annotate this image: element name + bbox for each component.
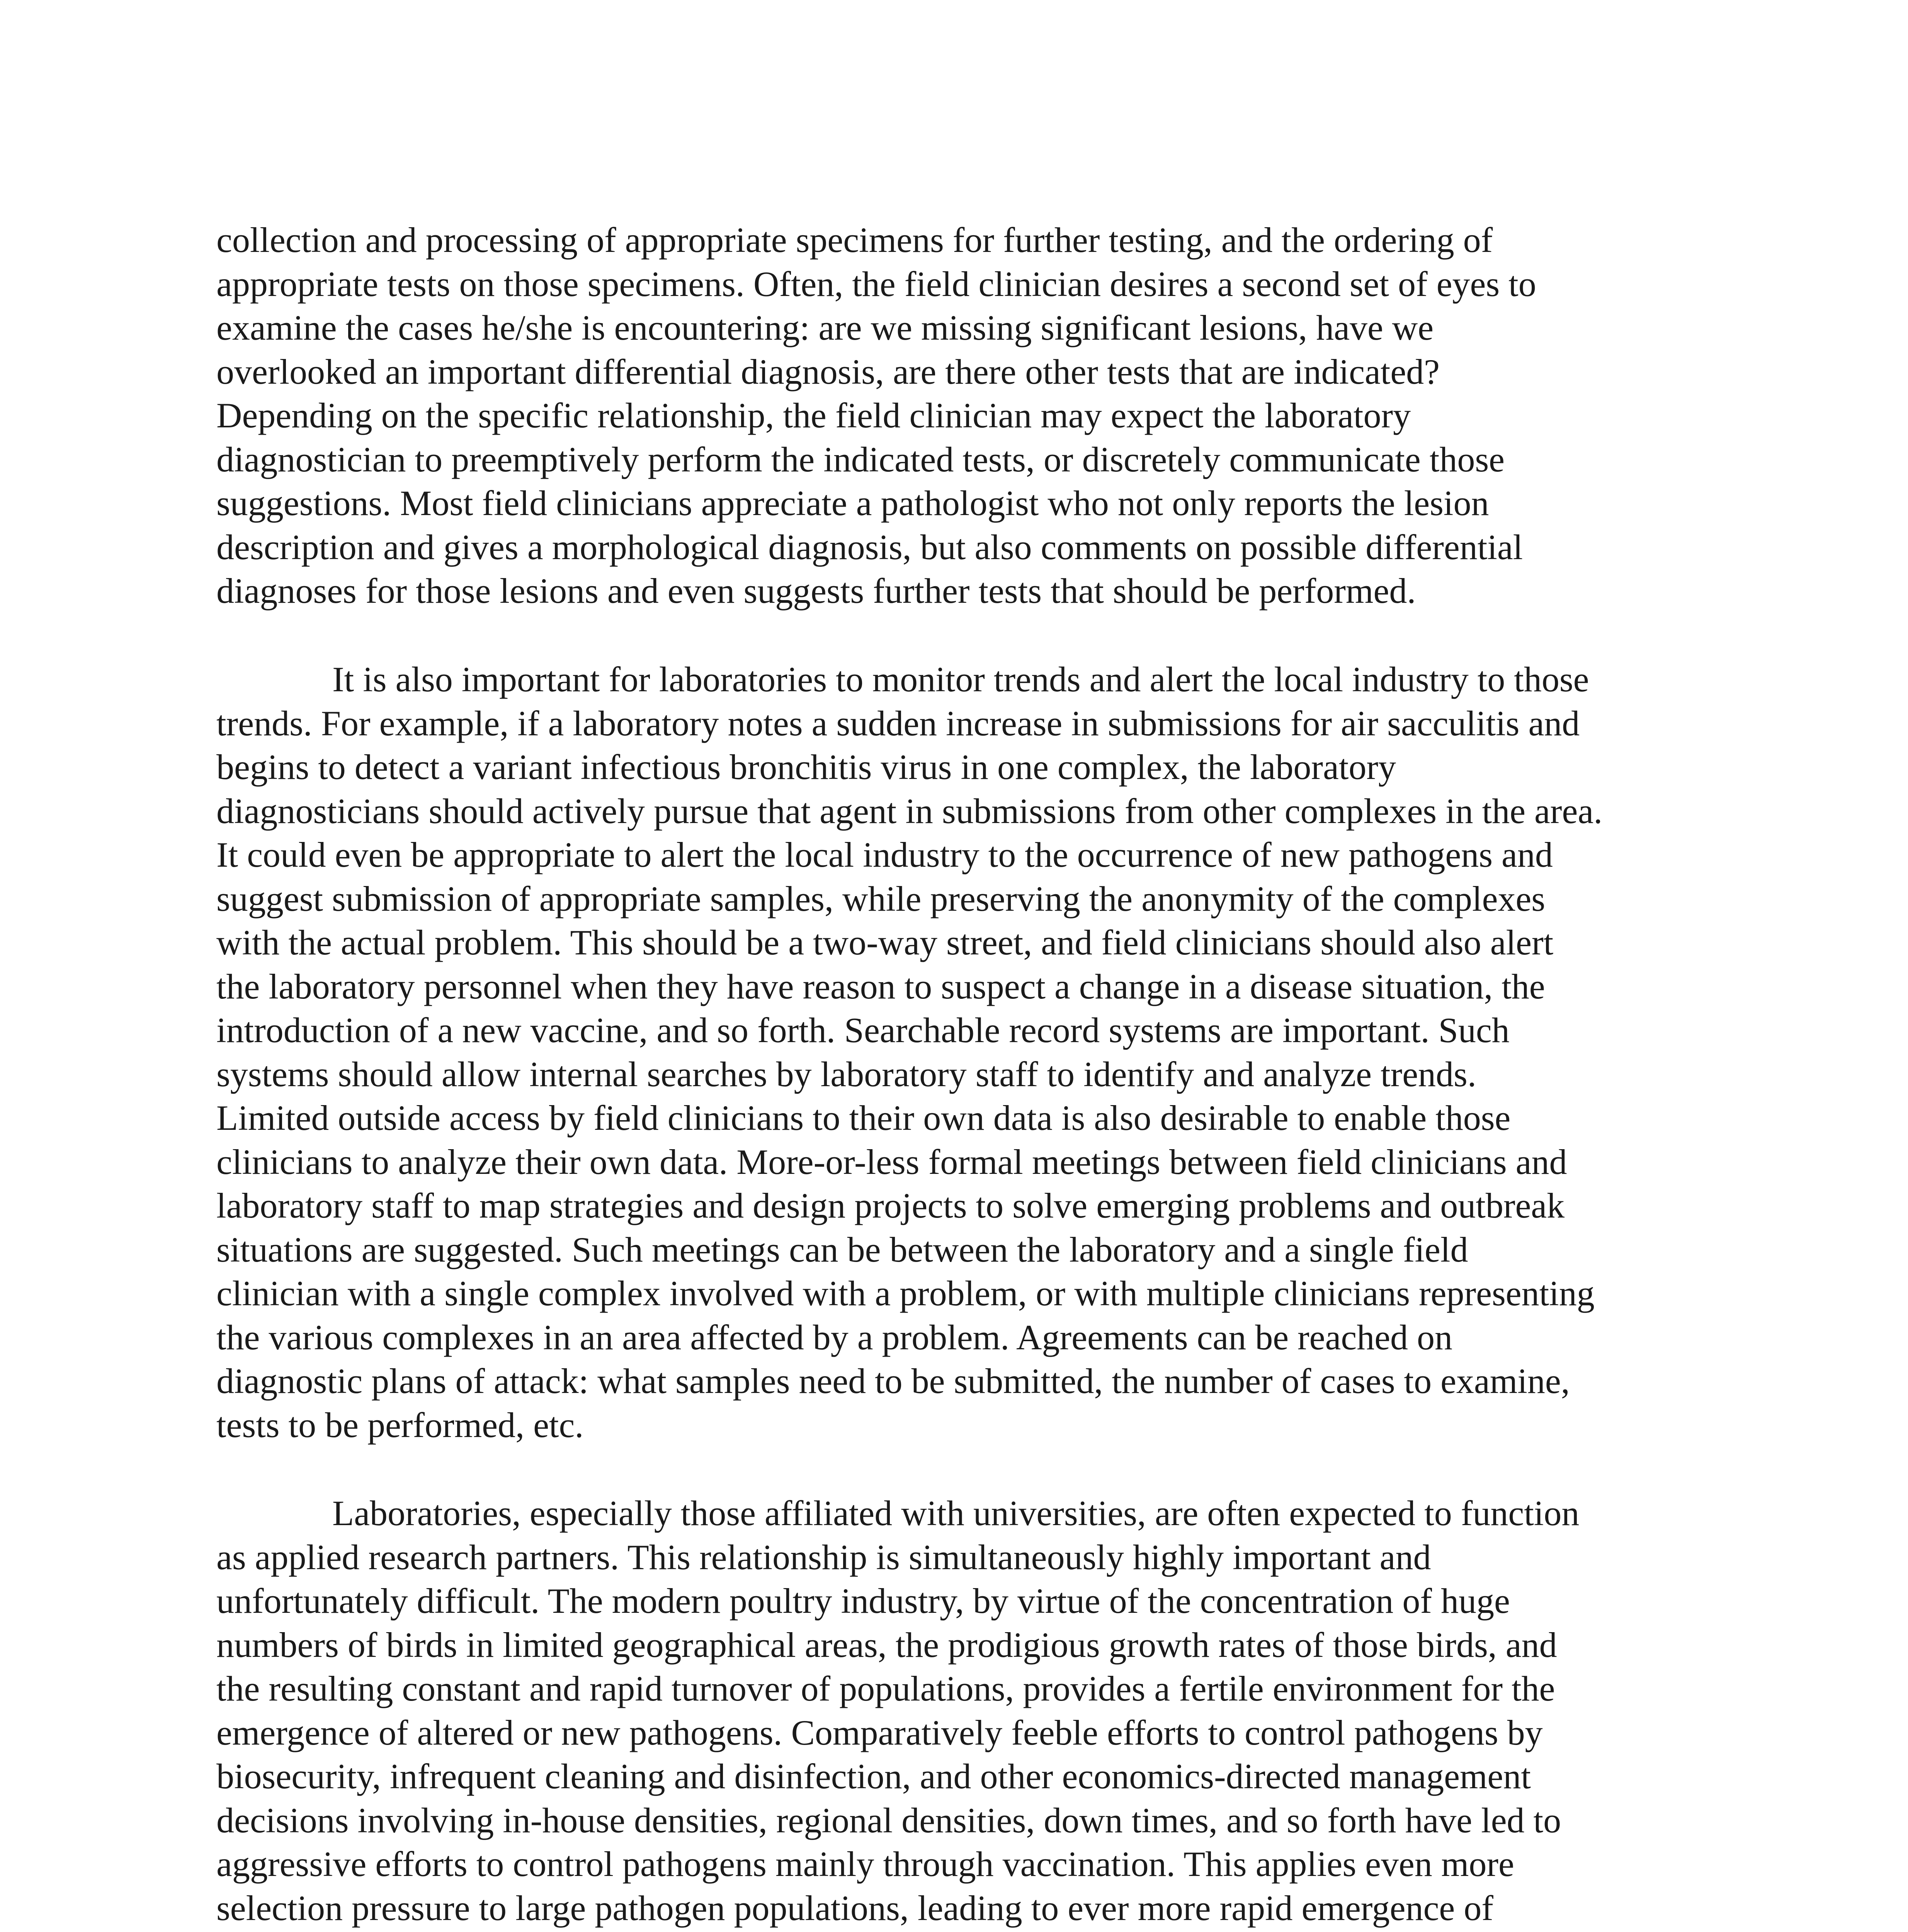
paragraph-line: suggestions. Most field clinicians appreciate a pathologist who not only reports the lesion [216, 483, 1489, 523]
paragraph-1 [216, 218, 1716, 613]
paragraph-line: with the actual problem. This should be a two-way street, and field clinicians should also alert [216, 923, 1554, 962]
paragraph-line: laboratory staff to map strategies and design projects to solve emerging problems and outbreak [216, 1186, 1565, 1225]
paragraph-2 [216, 658, 1716, 1447]
paragraph-line: begins to detect a variant infectious bronchitis virus in one complex, the laboratory [216, 747, 1396, 787]
paragraph-3 [216, 1492, 1716, 1932]
paragraph-line: the laboratory personnel when they have reason to suspect a change in a disease situation, the [216, 966, 1545, 1006]
paragraph-line: decisions involving in-house densities, regional densities, down times, and so forth have led to [216, 1800, 1561, 1840]
paragraph-line: examine the cases he/she is encountering: are we missing significant lesions, have we [216, 308, 1434, 347]
paragraph-line: diagnostician to preemptively perform the indicated tests, or discretely communicate those [216, 439, 1505, 479]
paragraph-line [216, 1930, 1716, 1932]
paragraph-line: as applied research partners. This relationship is simultaneously highly important and [216, 1537, 1431, 1577]
paragraph-line: It could even be appropriate to alert the local industry to the occurrence of new pathogens and [216, 835, 1553, 874]
paragraph-line: systems should allow internal searches by laboratory staff to identify and analyze trends. [216, 1054, 1476, 1094]
paragraph-line: biosecurity, infrequent cleaning and disinfection, and other economics-directed management [216, 1757, 1531, 1796]
paragraph-line: clinician with a single complex involved with a problem, or with multiple clinicians representing [216, 1274, 1595, 1313]
paragraph-line: overlooked an important differential diagnosis, are there other tests that are indicated? [216, 352, 1440, 391]
paragraph-first-line: Laboratories, especially those affiliated with universities, are often expected to function [332, 1493, 1580, 1533]
paragraph-line: diagnostic plans of attack: what samples need to be submitted, the number of cases to examine, [216, 1361, 1570, 1401]
paragraph-line: the resulting constant and rapid turnover of populations, provides a fertile environment for the [216, 1669, 1555, 1708]
paragraph-first-line: It is also important for laboratories to monitor trends and alert the local industry to those [332, 660, 1589, 699]
paragraph-line: diagnoses for those lesions and even suggests further tests that should be performed. [216, 571, 1416, 611]
paragraph-line: collection and processing of appropriate specimens for further testing, and the ordering of [216, 220, 1493, 260]
paragraph-line: unfortunately difficult. The modern poultry industry, by virtue of the concentration of huge [216, 1581, 1510, 1621]
paragraph-line: clinicians to analyze their own data. More-or-less formal meetings between field clinicians and [216, 1142, 1567, 1182]
paragraph-line: tests to be performed, etc. [216, 1405, 584, 1445]
paragraph-line: situations are suggested. Such meetings can be between the laboratory and a single field [216, 1230, 1468, 1269]
paragraph-line: introduction of a new vaccine, and so forth. Searchable record systems are important. Such [216, 1010, 1510, 1050]
paragraph-line: aggressive efforts to control pathogens mainly through vaccination. This applies even more [216, 1844, 1514, 1884]
paragraph-line: trends. For example, if a laboratory notes a sudden increase in submissions for air sacculitis and [216, 703, 1580, 743]
paragraph-line: the various complexes in an area affected by a problem. Agreements can be reached on [216, 1317, 1453, 1357]
paragraph-line: emergence of altered or new pathogens. Comparatively feeble efforts to control pathogens by [216, 1713, 1543, 1752]
paragraph-line: numbers of birds in limited geographical areas, the prodigious growth rates of those birds, and [216, 1625, 1557, 1665]
paragraph-line: selection pressure to large pathogen populations, leading to ever more rapid emergence of [216, 1888, 1493, 1928]
paragraph-line: description and gives a morphological diagnosis, but also comments on possible differential [216, 527, 1523, 567]
paragraph-line: suggest submission of appropriate samples, while preserving the anonymity of the complexes [216, 879, 1546, 918]
paragraph-line: appropriate tests on those specimens. Often, the field clinician desires a second set of eyes to [216, 264, 1536, 304]
paragraph-line: Limited outside access by field clinicians to their own data is also desirable to enable those [216, 1098, 1511, 1138]
paragraph-line: diagnosticians should actively pursue that agent in submissions from other complexes in the area. [216, 791, 1603, 831]
paragraph-line: Depending on the specific relationship, the field clinician may expect the laboratory [216, 396, 1411, 435]
